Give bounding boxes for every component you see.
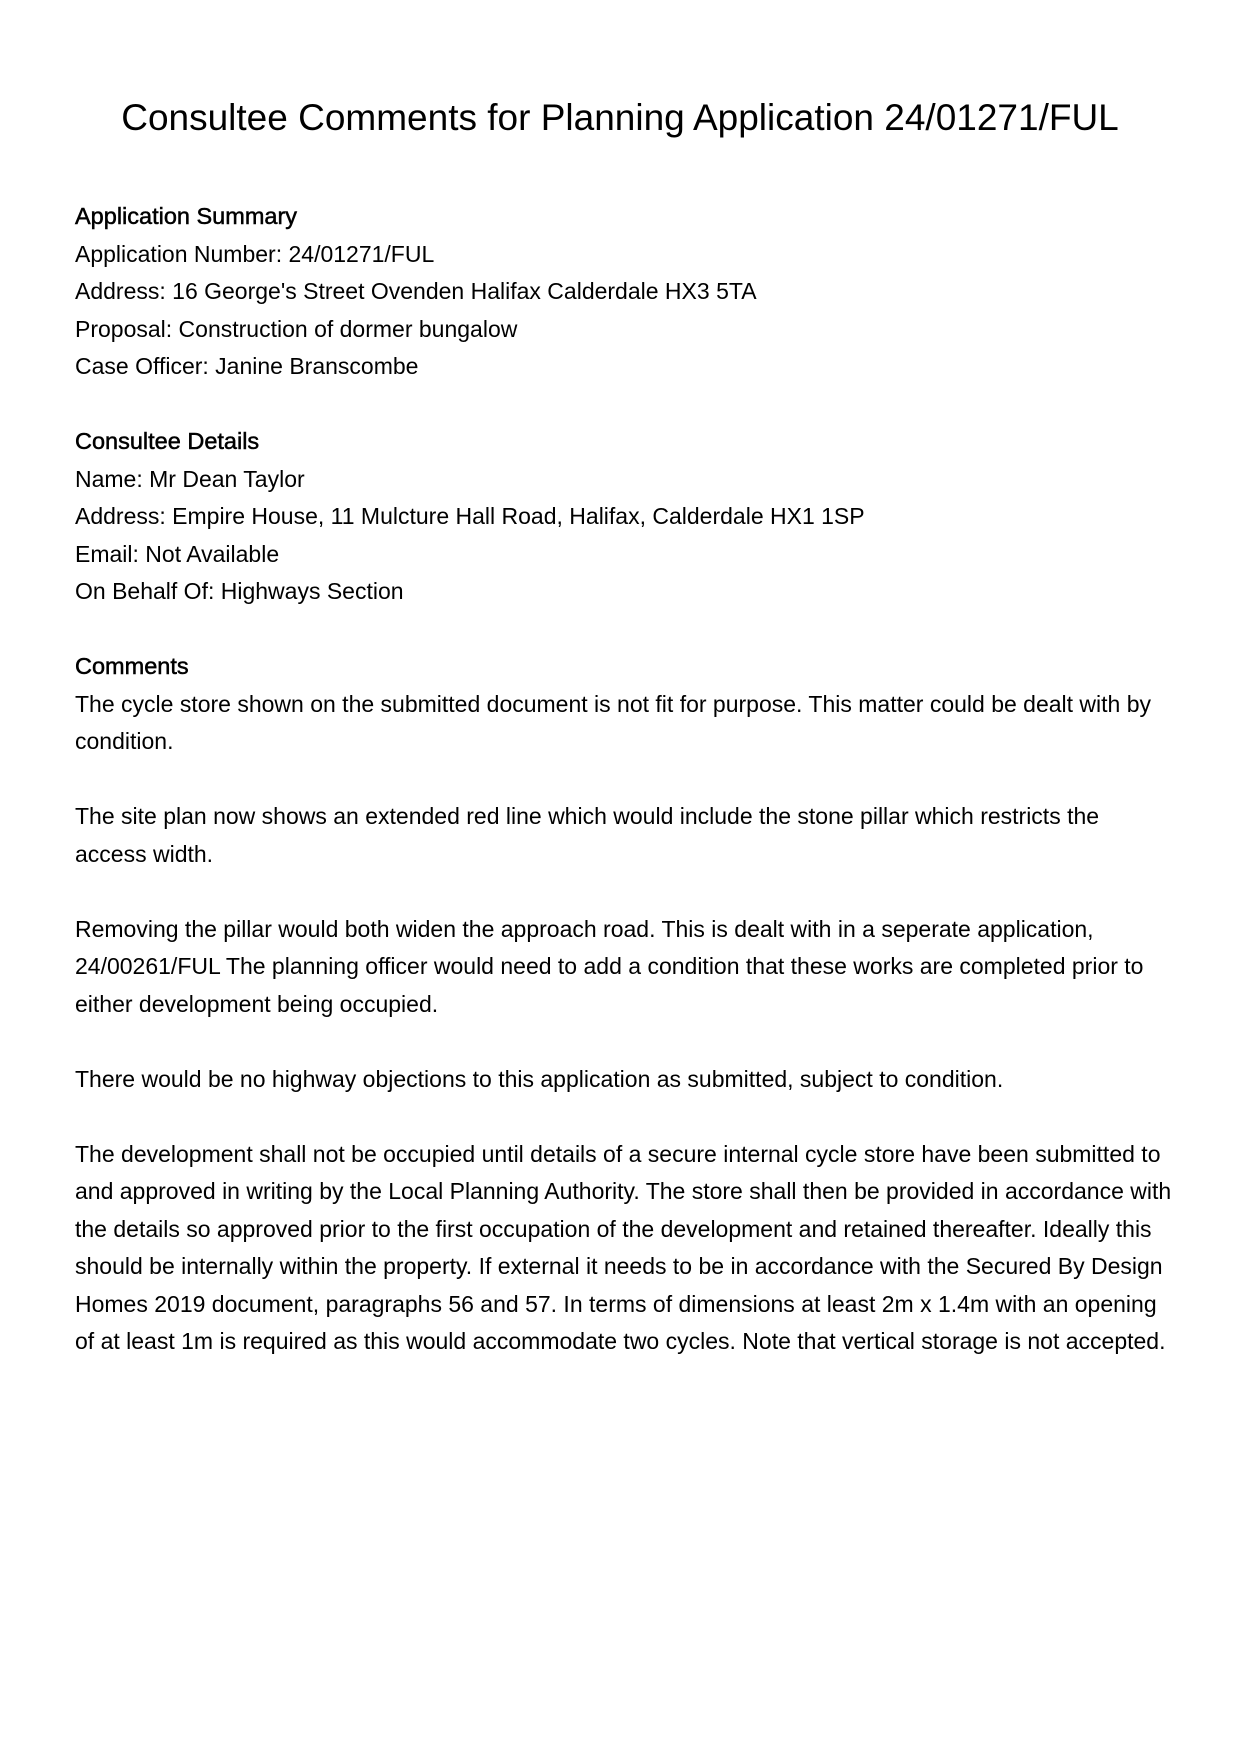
case-officer: Case Officer: Janine Branscombe xyxy=(75,353,419,379)
comment-paragraph: The site plan now shows an extended red line which would include the stone pillar which restricts the access width. xyxy=(75,803,1100,867)
application-address: Address: 16 George's Street Ovenden Halifax Calderdale HX3 5TA xyxy=(75,278,757,304)
application-summary-heading: Application Summary xyxy=(75,203,298,229)
document-content xyxy=(75,198,1175,1398)
application-proposal: Proposal: Construction of dormer bungalow xyxy=(75,315,518,342)
consultee-on-behalf-of: On Behalf Of: Highways Section xyxy=(75,578,404,604)
consultee-details-section xyxy=(75,423,1175,611)
consultee-email: Email: Not Available xyxy=(75,540,280,567)
comment-paragraph: There would be no highway objections to this application as submitted, subject to condition. xyxy=(75,1065,1004,1092)
consultee-name: Name: Mr Dean Taylor xyxy=(75,465,305,492)
comment-paragraph: The cycle store shown on the submitted document is not fit for purpose. This matter could be dealt with by condition. xyxy=(75,690,1152,754)
application-number: Application Number: 24/01271/FUL xyxy=(75,240,435,267)
comment-paragraph: The development shall not be occupied until details of a secure internal cycle store have been submitted to and approved in writing by the Local Planning Authority. The store shall then be provided in accordance with the details so approved prior to the first occupation of the development and retained thereafter. Ideally this should be internally within the property. If external it needs to be in accordance with the Secured By Design Homes 2019 document, paragraphs 56 and 57. In terms of dimensions at least 2m x 1.4m with an opening of at least 1m is required as this would accommodate two cycles. Note that vertical storage is not accepted. xyxy=(75,1140,1172,1354)
comment-paragraph: Removing the pillar would both widen the approach road. This is dealt with in a seperate application, 24/00261/FUL The planning officer would need to add a condition that these works are completed prior to either development being occupied. xyxy=(75,915,1144,1017)
document-title: Consultee Comments for Planning Application 24/01271/FUL xyxy=(121,97,1119,138)
consultee-address: Address: Empire House, 11 Mulcture Hall Road, Halifax, Calderdale HX1 1SP xyxy=(75,503,865,529)
comments-section xyxy=(75,648,1175,1361)
comments-heading: Comments xyxy=(75,653,189,679)
application-summary-section xyxy=(75,198,1175,386)
consultee-details-heading: Consultee Details xyxy=(75,428,260,454)
